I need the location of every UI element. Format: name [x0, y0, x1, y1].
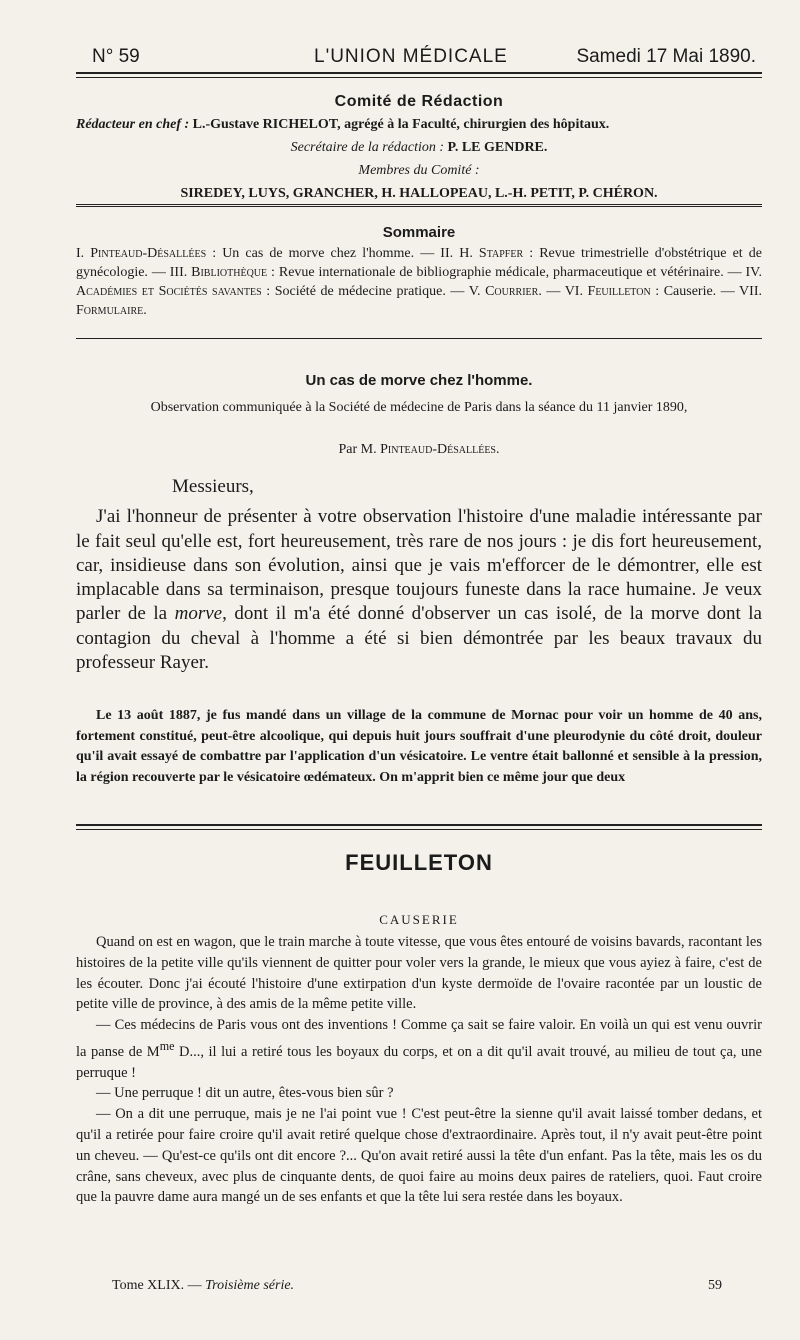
p2-a: — Ces médecins de Paris vous ont des inventions ! Comme ça sait se faire valoir. En voilà un qui est venu ouvrir la panse de M [76, 1017, 762, 1060]
page-header [76, 40, 762, 76]
author-name: Pinteaud-Désallées. [380, 442, 500, 457]
page-number: 59 [708, 1278, 722, 1293]
members-label: Membres du Comité : [358, 163, 480, 178]
feuilleton-p1: Quand on est en wagon, que le train marche à toute vitesse, que vous êtes entouré de voisins bavards, racontant les histoires de la petite ville qu'ils viennent de quitter pour voler vers la grande, le mieux que vous ayiez à faire, c'est de les écouter. Donc j'ai écouté l'histoire d'une extirpation d'un kyste dermoïde de l'ovaire racontée par un loustic de petite ville de province, à des amis de la même petite ville. [76, 934, 762, 1013]
issue-number: N° 59 [92, 46, 140, 67]
sommaire-vii-label: Formulaire [76, 303, 144, 318]
salutation: Messieurs, [172, 476, 254, 497]
sommaire-vi-label: Feuilleton [587, 284, 651, 299]
feuilleton-p4: — On a dit une perruque, mais je ne l'ai point vue ! C'est peut-être la sienne qu'il avait laissé tomber dedans, et qu'il a retirée pour faire croire qu'il avait retiré quelque chose d'extraordinaire. Après tout, il n'y avait peut-être point un cheveu. — Qu'est-ce qu'ils ont dit encore ?... Qu'on avait retiré aussi la tête d'un enfant. Pas la tête, mais les os du crâne, sans cheveux, avec plus de cinquante dents, de quoi faire au moins deux paires de rateliers, quoi. Faut croire que la pauvre dame aura mangé un de ses enfants et que la tête lui sera restée dans les boyaux. [76, 1106, 762, 1206]
sommaire-ii-author: Stapfer [478, 246, 524, 261]
committee-title: Comité de Rédaction [334, 93, 504, 110]
para1-em: morve [174, 603, 223, 625]
issue-date: Samedi 17 Mai 1890. [576, 46, 756, 67]
sommaire-ii-text: : Revue trimestrielle d'obstétrique et de gynécologie. — III. [76, 246, 762, 280]
chief-label: Rédacteur en chef : [76, 117, 190, 132]
journal-title: L'UNION MÉDICALE [314, 46, 508, 67]
chief-name: L.-Gustave RICHELOT, agrégé à la Faculté, chirurgien des hôpitaux. [192, 117, 610, 132]
feuilleton-rule-thin [76, 829, 762, 830]
article-title: Un cas de morve chez l'homme. [305, 372, 533, 389]
feuilleton-p2 [76, 1015, 762, 1083]
para1-a: J'ai l'honneur de présenter à votre observation l'histoire d'une maladie intéressante par le fait seul qu'elle est, fort heureusement, très rare de nos jours : je dis fort heureusement, car, insidieuse dans son évolution, ainsi que je vais m'efforcer de le démontrer, elle est implacable dans sa terminaison, presque toujours funeste dans la race humaine. Je veux parler de la [76, 506, 762, 625]
secretary-line [76, 136, 762, 159]
sommaire-iii-text: : Revue internationale de bibliographie médicale, pharmaceutique et vétérinaire. — IV. [267, 265, 762, 280]
observation-note: Observation communiquée à la Société de médecine de Paris dans la séance du 11 janvier 1890, [150, 400, 688, 415]
committee-rule [76, 204, 762, 207]
feuilleton-rule [76, 824, 762, 826]
sommaire-i: I. [76, 246, 91, 261]
chief-editor-line [76, 113, 762, 136]
paragraph-2: Le 13 août 1887, je fus mandé dans un village de la commune de Mornac pour voir un homme de 40 ans, fortement constitué, peut-être alcoolique, qui depuis huit jours souffrait d'une pleurodynie du côté droit, douleur qu'il avait essayé de combattre par l'application d'un vésicatoire. Le ventre était ballonné et sensible à la pression, la région recouverte par le vésicatoire œdémateux. On m'apprit bien ce même jour que deux [76, 708, 762, 785]
feuilleton-title: FEUILLETON [345, 850, 493, 875]
feuilleton-body [76, 932, 762, 1208]
sommaire-rule [76, 338, 762, 339]
secretary-name: P. LE GENDRE. [447, 140, 548, 155]
header-rule-thin [76, 77, 762, 78]
members-list: SIREDEY, LUYS, GRANCHER, H. HALLOPEAU, L.-H. PETIT, P. CHÉRON. [180, 186, 658, 201]
article-body-large [76, 475, 762, 675]
p2-sup: me [159, 1038, 175, 1053]
editorial-committee [76, 90, 762, 205]
article-body-small [76, 706, 762, 788]
sommaire-text [76, 244, 762, 320]
author-par: Par M. [338, 442, 381, 457]
paragraph-1 [76, 505, 762, 675]
para1-b: , dont il m'a été donné d'observer un cas isolé, de la morve dont la contagion du cheval à l'homme a été si bien démontrée par les beaux travaux du professeur Rayer. [76, 603, 762, 674]
article-author [76, 442, 762, 458]
footer-volume [112, 1278, 294, 1294]
sommaire-title: Sommaire [382, 224, 456, 241]
causerie-subtitle: CAUSERIE [379, 912, 459, 927]
sommaire-i-author: Pinteaud-Désallées [90, 246, 207, 261]
sommaire-end: . [143, 303, 147, 318]
sommaire-v-text: . — VI. [538, 284, 588, 299]
volume-text: Tome XLIX. — [112, 1278, 206, 1293]
secretary-label: Secrétaire de la rédaction : [290, 140, 445, 155]
header-rule [76, 72, 762, 74]
sommaire-vi-text: : Causerie. — VII. [650, 284, 762, 299]
p2-b: D..., il lui a retiré tous les boyaux du corps, et on a dit qu'il avait trouvé, au milieu de tout ça, une perruque ! [76, 1043, 762, 1081]
sommaire-v-label: Courrier [485, 284, 539, 299]
sommaire-iv-text: : Société de médecine pratique. — V. [261, 284, 486, 299]
sommaire-iii-label: Bibliothèque [191, 265, 268, 280]
series-text: Troisième série. [205, 1278, 295, 1293]
sommaire-iv-label: Académies et Sociétés savantes [76, 284, 262, 299]
sommaire-i-text: : Un cas de morve chez l'homme. — II. H. [206, 246, 479, 261]
feuilleton-p3: — Une perruque ! dit un autre, êtes-vous bien sûr ? [96, 1085, 394, 1102]
